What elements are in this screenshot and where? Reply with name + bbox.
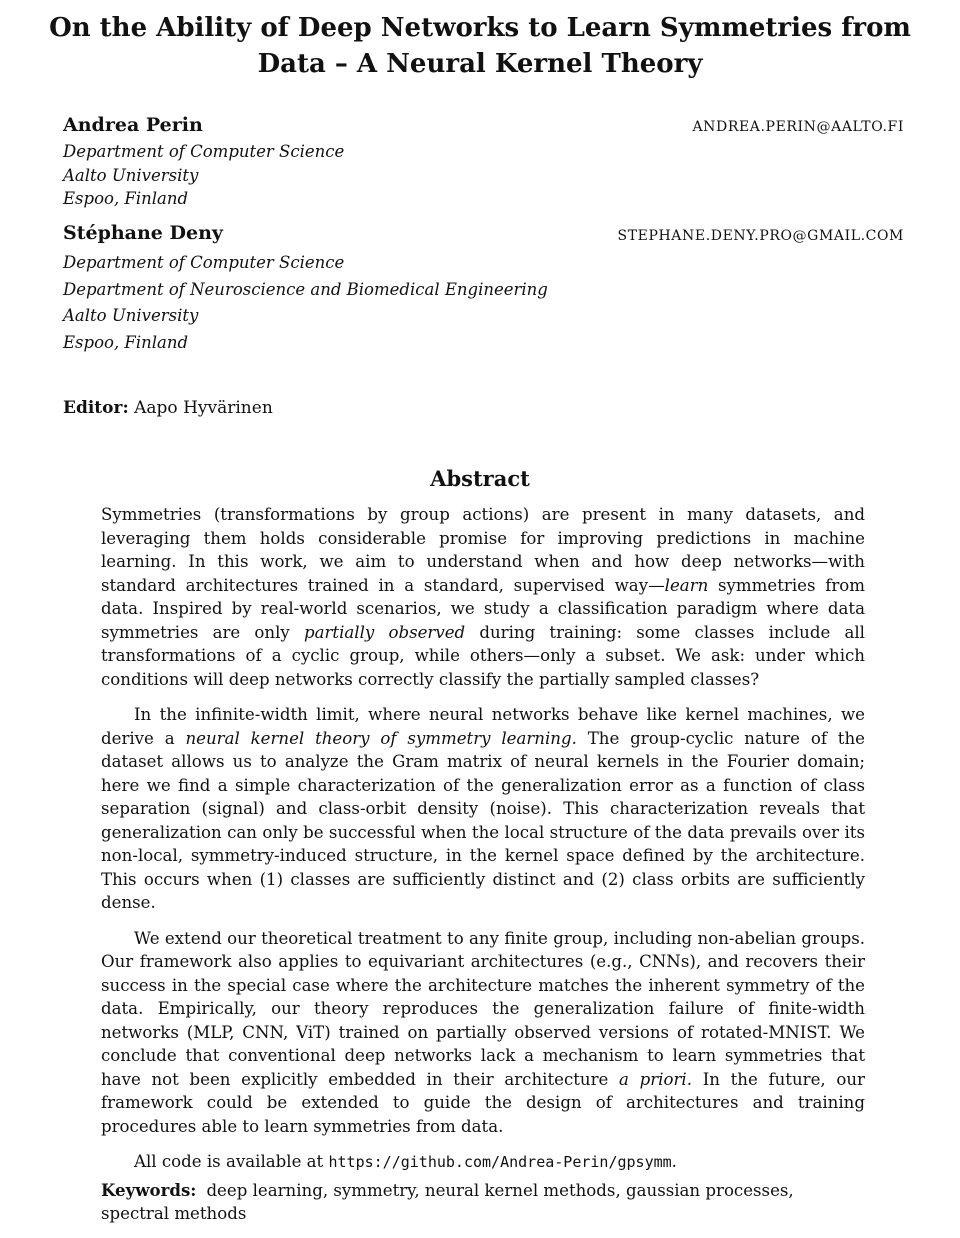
- affiliation-line: Espoo, Finland: [63, 189, 189, 208]
- code-availability: All code is available at https://github.com/Andrea-Perin/gpsymm.: [134, 1152, 677, 1171]
- code-repo-link[interactable]: https://github.com/Andrea-Perin/gpsymm: [328, 1153, 672, 1171]
- keywords-text: deep learning, symmetry, neural kernel methods, gaussian processes, spectral methods: [101, 1180, 794, 1223]
- paper-title: On the Ability of Deep Networks to Learn Symmetries from Data – A Neural Kernel Theory: [49, 13, 911, 79]
- affiliation-line: Aalto University: [63, 306, 199, 325]
- affiliation-line: Department of Computer Science: [63, 142, 345, 161]
- author-name-perin: Andrea Perin: [63, 114, 203, 136]
- abstract-paragraph-1: Symmetries (transformations by group actions) are present in many datasets, and leveraging them holds considerable promise for improving predictions in machine learning. In this work, we aim to understand when and how deep networks—with standard architectures trained in a standard, supervised way—learn symmetries from data. Inspired by real-world scenarios, we study a classification paradigm where data symmetries are only partially observed during training: some classes include all transformations of a cyclic group, while others—only a subset. We ask: under which conditions will deep networks correctly classify the partially sampled classes?: [101, 505, 865, 689]
- abstract-heading: Abstract: [430, 466, 530, 491]
- abstract-body: [101, 503, 865, 1238]
- abstract-paragraph-2: In the infinite-width limit, where neural networks behave like kernel machines, we derive a neural kernel theory of symmetry learning. The group-cyclic nature of the dataset allows us to analyze the Gram matrix of neural kernels in the Fourier domain; here we find a simple characterization of the generalization error as a function of class separation (signal) and class-orbit density (noise). This characterization reveals that generalization can only be successful when the local structure of the data prevails over its non-local, symmetry-induced structure, in the kernel space defined by the architecture. This occurs when (1) classes are sufficiently distinct and (2) class orbits are sufficiently dense.: [101, 705, 865, 912]
- author-email-deny[interactable]: STEPHANE.DENY.PRO@GMAIL.COM: [617, 228, 904, 244]
- editor-name: Aapo Hyvärinen: [134, 398, 273, 418]
- affiliation-line: Department of Computer Science: [63, 253, 345, 272]
- affiliation-block-deny: [63, 250, 548, 356]
- affiliation-line: Espoo, Finland: [63, 332, 189, 352]
- author-name-deny: Stéphane Deny: [63, 222, 223, 244]
- editor-line: [63, 398, 273, 418]
- affiliation-block-perin: [63, 140, 344, 211]
- keywords-label: Keywords:: [101, 1179, 197, 1200]
- keywords-line: [101, 1179, 865, 1226]
- author-email-perin[interactable]: ANDREA.PERIN@AALTO.FI: [692, 119, 904, 135]
- affiliation-line: Department of Neuroscience and Biomedical Engineering: [63, 279, 548, 299]
- editor-label: Editor:: [63, 398, 129, 418]
- affiliation-line: Aalto University: [63, 165, 199, 185]
- abstract-paragraph-3: We extend our theoretical treatment to any finite group, including non-abelian groups. Our framework also applies to equivariant architectures (e.g., CNNs), and recovers their success in the special case where the architecture matches the inherent symmetry of the data. Empirically, our theory reproduces the generalization failure of finite-width networks (MLP, CNN, ViT) trained on partially observed versions of rotated-MNIST. We conclude that conventional deep networks lack a mechanism to learn symmetries that have not been explicitly embedded in their architecture a priori. In the future, our framework could be extended to guide the design of architectures and training procedures able to learn symmetries from data.: [101, 928, 865, 1136]
